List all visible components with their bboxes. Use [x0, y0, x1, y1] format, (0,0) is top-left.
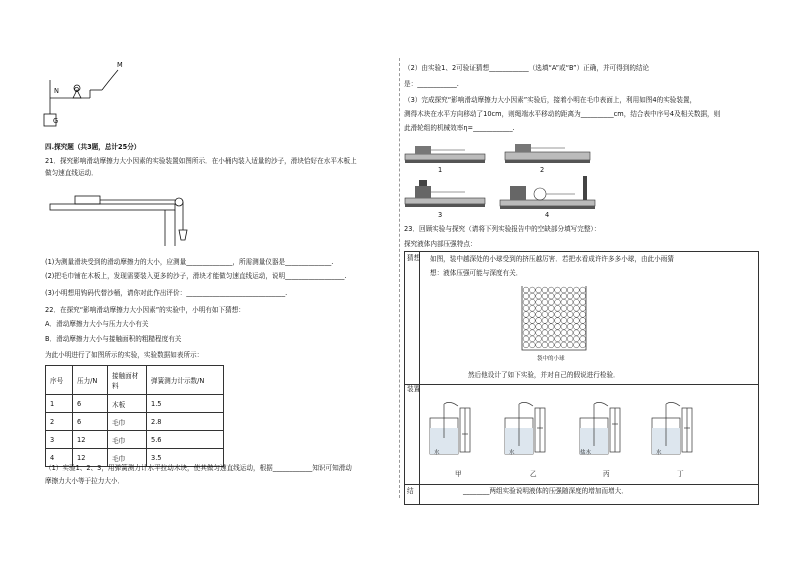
q22-2-text: （2）由实验1、2可验证猜想: [404, 64, 490, 72]
table-header-cell: 序号: [46, 366, 73, 395]
ball: [542, 324, 548, 330]
table-cell: 2.8: [147, 413, 224, 431]
ball: [542, 336, 548, 342]
table-header-row: [46, 366, 224, 395]
ball: [529, 293, 535, 299]
ball: [529, 305, 535, 311]
ball: [548, 287, 554, 293]
ball: [567, 312, 573, 318]
ball: [580, 299, 586, 305]
liquid-label-2: 水: [509, 450, 515, 456]
ball: [555, 312, 561, 318]
ball: [574, 299, 580, 305]
ball: [574, 293, 580, 299]
label-G: G: [53, 117, 59, 125]
table-header-cell: 弹簧测力计示数/N: [147, 366, 224, 395]
ball: [548, 293, 554, 299]
ball: [555, 299, 561, 305]
liquid-label-4: 水: [656, 450, 662, 456]
fig-label-4: 4: [545, 211, 550, 219]
row3-text: 两组实验说明液体的压强随深度的增加而增大．: [489, 487, 628, 495]
ball: [580, 318, 586, 324]
fig-label-1: 1: [438, 166, 443, 174]
ball: [523, 312, 529, 318]
ball: [567, 318, 573, 324]
ball: [574, 287, 580, 293]
q21-sub2: (2)把毛巾铺在木板上，发现需要装入更多的沙子，滑块才能做匀速直线运动，说明__________________.: [45, 272, 347, 280]
ball: [580, 342, 586, 348]
ball: [567, 336, 573, 342]
ball: [529, 287, 535, 293]
row1-line3: 然后他设计了如下实验，并对自己的假说进行检验．: [468, 371, 620, 379]
row1-line1: 如图，装中越深处的小球受到的挤压越厉害．若把水看成许许多多小球，由此小雨猜: [430, 255, 674, 263]
q21-sub2-text: (2)把毛巾铺在木板上，发现需要装入更多的沙子，滑块才能做匀速直线运动，说明: [45, 272, 286, 280]
ball: [536, 342, 542, 348]
balls-beaker-figure: [520, 284, 590, 354]
ball: [561, 324, 567, 330]
ball: [567, 330, 573, 336]
q22-3-line1: （3）完成探究“影响滑动摩擦力大小因素”实验后，接着小明在毛巾表面上，利用如图4的实验装置，: [404, 96, 697, 104]
row3-label: 结: [407, 487, 414, 495]
ball: [548, 330, 554, 336]
ball: [555, 324, 561, 330]
ball: [523, 305, 529, 311]
ball: [561, 299, 567, 305]
table-row: [46, 431, 224, 449]
table-cell: 2: [46, 413, 73, 431]
ball: [542, 305, 548, 311]
ball: [548, 305, 554, 311]
ball: [561, 318, 567, 324]
ball: [561, 342, 567, 348]
ball: [555, 287, 561, 293]
ball: [542, 342, 548, 348]
beaker-caption: 袋中的小球: [537, 356, 565, 362]
ball: [542, 293, 548, 299]
table-row: [46, 395, 224, 413]
ball: [536, 324, 542, 330]
ball: [542, 330, 548, 336]
ball: [536, 293, 542, 299]
ball: [561, 336, 567, 342]
experiment-figures: [405, 140, 615, 225]
ball: [561, 287, 567, 293]
row1-label: 猜想: [407, 254, 421, 262]
experiment-jia: [430, 402, 470, 454]
ball: [567, 299, 573, 305]
ball: [580, 287, 586, 293]
fig-label-3: 3: [438, 211, 443, 219]
label-M: M: [117, 61, 123, 69]
row2-label: 装置: [407, 385, 421, 393]
ball: [555, 330, 561, 336]
fig-name-yi: 乙: [530, 470, 537, 478]
label-N: N: [54, 87, 59, 95]
ball: [523, 299, 529, 305]
ball: [580, 293, 586, 299]
ball: [548, 312, 554, 318]
q21-line2: 做匀速直线运动．: [45, 169, 98, 177]
ball: [555, 336, 561, 342]
ball: [548, 336, 554, 342]
ball: [580, 312, 586, 318]
ball: [555, 342, 561, 348]
report-row-line: [405, 384, 758, 385]
q22-q1-text: （1）实验1、2、3，用弹簧测力计水平拉动木块，使其做匀速直线运动，根据: [45, 464, 273, 472]
q22-data-table: [45, 365, 224, 467]
ball: [561, 330, 567, 336]
table-cell: 木板: [108, 395, 147, 413]
ball: [529, 324, 535, 330]
ball: [548, 299, 554, 305]
q22-q1-line2: 摩擦力大小等于拉力大小．: [45, 477, 125, 485]
ball: [529, 330, 535, 336]
ball: [536, 318, 542, 324]
q22-hypB: B．滑动摩擦力大小与接触面积的粗糙程度有关: [45, 335, 182, 343]
ball: [555, 293, 561, 299]
ball: [523, 336, 529, 342]
ball: [580, 305, 586, 311]
q22-2-end: （选填“A”或“B”）正确，并可得到的结论: [528, 64, 650, 72]
ball: [561, 305, 567, 311]
column-divider: [399, 58, 400, 498]
ball: [542, 318, 548, 324]
fig-name-jia: 甲: [455, 470, 462, 478]
ball: [529, 299, 535, 305]
q22-2-line1: （2）由实验1、2可验证猜想____________（选填“A”或“B”）正确，并可得到的结论: [404, 64, 650, 72]
table-header-cell: 接触面材料: [108, 366, 147, 395]
ball: [580, 324, 586, 330]
ball: [536, 287, 542, 293]
ball: [523, 293, 529, 299]
ball: [561, 293, 567, 299]
ball: [523, 287, 529, 293]
q21-sub1: (1)为测量滑块受到的滑动摩擦力的大小，应测量______________，所需测量仪器是______________.: [45, 258, 334, 266]
ball: [542, 287, 548, 293]
table-cell: 3: [46, 431, 73, 449]
ball: [555, 305, 561, 311]
q23-sub: 探究液体内部压强特点：: [404, 240, 477, 248]
q21-sub1-end: ，所需测量仪器是: [232, 258, 286, 266]
ball: [529, 342, 535, 348]
ball: [536, 312, 542, 318]
liquid-label-3: 盐水: [580, 450, 592, 456]
table-cell: 3.5: [147, 449, 224, 467]
q22-q1-line1: （1）实验1、2、3，用弹簧测力计水平拉动木块，使其做匀速直线运动，根据____________知识可知滑动: [45, 464, 352, 472]
ball: [536, 299, 542, 305]
q21-sub1-text: (1)为测量滑块受到的滑动摩擦力的大小，应测量: [45, 258, 187, 266]
ball: [555, 318, 561, 324]
ball: [548, 324, 554, 330]
ball: [574, 330, 580, 336]
liquid-label-1: 水: [434, 450, 440, 456]
q22-3-line2: 测得木块在水平方向移动了10cm，则绳端水平移动的距离为__________cm，结合表中序号4及相关数据，则: [404, 110, 721, 118]
ball: [574, 342, 580, 348]
table-cell: 6: [73, 413, 108, 431]
row3-conclusion: ________两组实验说明液体的压强随深度的增加而增大．: [463, 487, 628, 495]
ball: [580, 330, 586, 336]
ball: [529, 336, 535, 342]
ball: [574, 305, 580, 311]
ball: [523, 318, 529, 324]
ball: [542, 299, 548, 305]
ball: [548, 342, 554, 348]
q22-hypA: A．滑动摩擦力大小与压力大小有关: [45, 320, 149, 328]
q22-2-line2-text: 是：: [404, 80, 418, 88]
ball: [542, 312, 548, 318]
experiment-ding: [652, 402, 692, 454]
q22-3-line3-text: 此滑轮组的机械效率η=: [404, 124, 474, 132]
ball: [574, 318, 580, 324]
q21-sub3: (3)小明想用钩码代替沙桶，请你对此作出评价：______________________________.: [45, 289, 288, 297]
q22-q1-end: 知识可知滑动: [312, 464, 352, 472]
ball: [574, 324, 580, 330]
table-row: [46, 413, 224, 431]
q22-2-line2: 是：____________.: [404, 80, 459, 88]
table-cell: 6: [73, 395, 108, 413]
ball: [536, 330, 542, 336]
table-cell: 4: [46, 449, 73, 467]
pressure-experiments-figure: [420, 400, 750, 470]
ball: [536, 305, 542, 311]
section-title: 四.探究题（共3题，总计25分）: [45, 143, 141, 151]
q23-title: 23．回顾实验与探究（请将下列实验报告中的空缺部分填写完整）：: [404, 225, 601, 233]
fig-name-ding: 丁: [677, 470, 684, 478]
experiment-bing: [580, 402, 620, 454]
ball: [561, 312, 567, 318]
fig-label-2: 2: [540, 166, 545, 174]
ball: [567, 305, 573, 311]
q22-line1: 22．在探究“影响滑动摩擦力大小因素”的实验中，小明有如下猜想：: [45, 306, 245, 314]
table-cell: 毛巾: [108, 449, 147, 467]
fig-name-bing: 丙: [603, 470, 610, 478]
table-cell: 12: [73, 449, 108, 467]
table-cell: 5.6: [147, 431, 224, 449]
ball: [529, 312, 535, 318]
table-cell: 毛巾: [108, 431, 147, 449]
table-cell: 1: [46, 395, 73, 413]
friction-apparatus-figure: [45, 190, 205, 250]
q22-3-line3: 此滑轮组的机械效率η=____________.: [404, 124, 515, 132]
ball: [567, 342, 573, 348]
label-O: O: [74, 86, 80, 94]
q22-3-line2-text: 测得木块在水平方向移动了10cm，则绳端水平移动的距离为: [404, 110, 581, 118]
row1-line2: 想：液体压强可能与深度有关．: [430, 269, 523, 277]
ball: [567, 287, 573, 293]
ball: [567, 324, 573, 330]
ball: [523, 342, 529, 348]
table-cell: 1.5: [147, 395, 224, 413]
ball: [523, 330, 529, 336]
ball: [567, 293, 573, 299]
ball: [523, 324, 529, 330]
experiment-yi: [505, 402, 545, 454]
ball: [529, 318, 535, 324]
q22-3-line2-end: cm，结合表中序号4及相关数据，则: [613, 110, 721, 118]
ball: [580, 336, 586, 342]
q22-intro: 为此小明进行了如图所示的实验，实验数据如表所示：: [45, 351, 204, 359]
table-cell: 毛巾: [108, 413, 147, 431]
ball: [548, 318, 554, 324]
ball: [536, 336, 542, 342]
ball: [574, 336, 580, 342]
table-cell: 12: [73, 431, 108, 449]
q21-sub3-text: (3)小明想用钩码代替沙桶，请你对此作出评价：: [45, 289, 187, 297]
ball: [574, 312, 580, 318]
report-row-line: [405, 484, 758, 485]
q21-line1: 21．探究影响滑动摩擦力大小因素的实验装置如图所示．在小桶内装入适量的沙子，滑块恰好在水平木板上: [45, 157, 357, 165]
table-header-cell: 压力/N: [73, 366, 108, 395]
